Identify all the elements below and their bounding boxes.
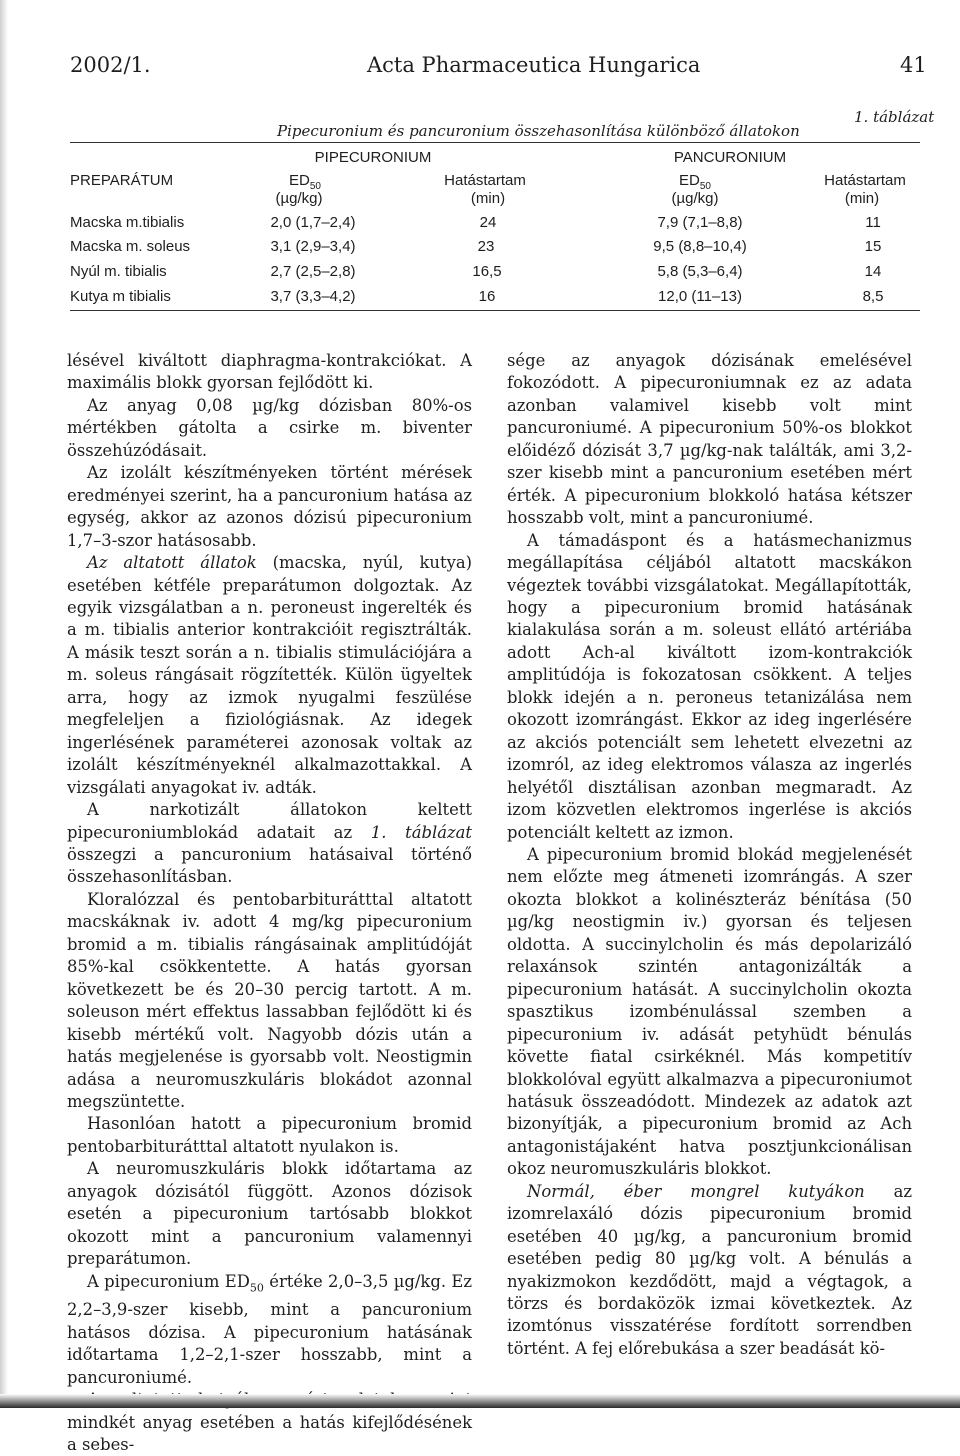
table-cell-prep: Nyúl m. tibialis — [70, 263, 167, 280]
col-header-preparatum: PREPARÁTUM — [70, 172, 174, 189]
table-cell-prep: Kutya m tibialis — [70, 288, 171, 305]
table-cell-pip-ed50: 2,0 (1,7–2,4) — [270, 214, 356, 231]
table-cell-pip-duration: 16,5 — [472, 263, 502, 280]
table-cell-prep: Macska m. soleus — [70, 238, 191, 255]
table-cell-pan-ed50: 7,9 (7,1–8,8) — [657, 214, 743, 231]
paragraph: A neuromuszkuláris blokk időtartama az anyagok dózisától függött. Azonos dózisok esetén a pipecuronium tartósabb blokkot okozott mint a pancuronium valamennyi preparátumon. — [67, 1159, 472, 1269]
table-cell-pan-duration: 15 — [864, 238, 882, 255]
journal-title: Acta Pharmaceutica Hungarica — [367, 53, 701, 77]
paragraph: mindkét anyag esetében a hatás kifejlődésének a sebes- — [67, 1412, 472, 1455]
col-unit-pan-ed50: (µg/kg) — [671, 190, 719, 207]
col-unit-pip-ed50: (µg/kg) — [275, 190, 323, 207]
col-header-pip-duration: Hatástartam — [444, 172, 526, 189]
running-header — [0, 53, 960, 83]
paragraph: Normál, éber mongrel kutyákon az izomrelaxáló dózis pipecuronium bromid esetében 40 µg/kg, a pancuronium bromid esetében pedig 80 µg/kg volt. A bénulás a nyakizmokon kezdődött, majd a végtagok, a törzs és bordaközök izmai következtek. Az izomtónus visszatérése fordított sorrendben történt. A fej előrebukása a szer beadását kö- — [507, 1181, 912, 1358]
paragraph: Hasonlóan hatott a pipecuronium bromid pentobarbiturátttal altatott nyulakon is. — [67, 1114, 472, 1156]
table-cell-pan-ed50: 12,0 (11–13) — [658, 288, 742, 305]
paragraph: lésével kiváltott diaphragma-kontrakciókat. A maximális blokk gyorsan fejlődött ki. — [67, 351, 472, 393]
table-cell-pip-ed50: 3,1 (2,9–3,4) — [270, 238, 356, 255]
paragraph: A pipecuronium $ED_{50}$ értéke 2,0–3,5 µg/kg. Ez 2,2–3,9-szer kisebb, mint a pancuronium hatásos dózisa. A pipecuronium hatásának időtartama 1,2–2,1-szer hosszabb, mint a pancuroniumé. — [67, 1271, 472, 1387]
paragraph: A pipecuronium bromid blokád megjelenését nem előzte meg átmeneti izomrángás. A szer okozta blokkot a kolinészteráz bénítása (50 µg/kg neostigmin iv.) gyorsan és teljesen oldotta. A succinylcholin és más depolarizáló relaxánsok szintén antagonizálták a pipecuronium hatását. A succinylcholin okozta spasztikus izombénulással szemben a pipecuronium iv. adását petyhüdt bénulás követte fiatal csirkéknél. Más kompetitív blokkolóval együtt alkalmazva a pipecuroniumot hatásuk összeadódott. Mindezek az adatok azt bizonyítják, a pipecuronium bromid az Ach antagonistájaként hatva posztjunkcionálisan okoz neuromuszkuláris blokkot. — [507, 844, 912, 1179]
col-header-pan-ed50: $ED_{50}$ — [679, 172, 711, 192]
table-cell-pan-duration: 11 — [865, 214, 881, 231]
col-header-pan-duration: Hatástartam — [824, 172, 906, 189]
paragraph: Az izolált készítményeken történt mérések eredményei szerint, ha a pancuronium hatása az egység, akkor az azonos dózisú pipecuronium 1,7–3-szor hatásosabb. — [67, 463, 472, 550]
table-bottom-rule — [70, 310, 920, 311]
paragraph: Kloralózzal és pentobarbiturátttal altatott macskáknak iv. adott 4 mg/kg pipecuronium bromid a m. tibialis rángásainak amplitúdóját 85%-kal csökkentette. A hatás gyorsan következett be és 20–30 percig tartott. A m. soleuson mért effektus lassabban fejlődött ki és kisebb mértékű volt. Nagyobb dózis után a hatás megjelenése is gyorsabb volt. Neostigmin adása a neuromuszkuláris blokádot azonnal megszüntette. — [67, 889, 472, 1111]
page-number: 41 — [900, 53, 927, 77]
paragraph: Az altatott állatok (macska, nyúl, kutya) esetében kétféle preparátumon dolgoztak. Az egyik vizsgálatban a n. peroneust ingerelték és a m. tibialis anterior kontrakcióit regisztrálták. A másik teszt során a n. tibialis stimulációjára a m. soleus rángásait rögzítették. Külön ügyeltek arra, hogy az izmok nyugalmi feszülése megfeleljen a fiziológiásnak. Az idegek ingerlésének paraméterei azonosak voltak az izolált készítményeknél alkalmazottakkal. A vizsgálati anyagokat iv. adták. — [67, 553, 472, 797]
paragraph: A narkotizált állatokon keltett pipecuroniumblokád adatait az 1. táblázat összegzi a pancuronium hatásaival történő összehasonlításban. — [67, 800, 472, 887]
table-cell-pan-duration: 8,5 — [862, 288, 884, 305]
table-top-rule — [70, 142, 920, 143]
table-cell-pan-ed50: 9,5 (8,8–10,4) — [653, 238, 747, 255]
paragraph: sége az anyagok dózisának emelésével fokozódott. A pipecuroniumnak ez az adata azonban valamivel kisebb volt mint pancuroniumé. A pipecuronium 50%-os blokkot előidéző dózisát 3,7 µg/kg-nak találták, ami 3,2-szer kisebb mint a pancuronium esetében mért érték. A pipecuronium blokkoló hatása kétszer hosszabb volt, mint a pancuroniumé. — [507, 351, 912, 528]
group-header-pipecuronium: PIPECURONIUM — [314, 149, 432, 166]
table-cell-pip-ed50: 3,7 (3,3–4,2) — [270, 288, 356, 305]
col-header-pip-ed50: $ED_{50}$ — [289, 172, 321, 192]
paragraph: A támadáspont és a hatásmechanizmus megállapítása céljából altatott macskákon végeztek további vizsgálatokat. Megállapították, hogy a pipecuronium bromid hatásának kialakulása során a m. soleust ellátó artériába adott Ach-al kiváltott izom-kontrakciók amplitúdója is fokozatosan csökkent. A teljes blokk idején a n. peroneus tetanizálása nem okozott izomrángást. Ekkor az ideg ingerlésére az akciós potenciált sem lehetett elvezetni az izomról, az ideg elektromos válasza az ingerlés helyétől disztálisan azonban megmaradt. Az izom közvetlen elektromos ingerlése is akciós potenciált keltett az izmon. — [507, 530, 912, 842]
body-column-right — [507, 350, 912, 1360]
table-cell-pip-duration: 16 — [478, 288, 496, 305]
table-caption: Pipecuronium és pancuronium összehasonlítása különböző állatokon — [277, 122, 800, 140]
body-column-left — [67, 350, 472, 1456]
table-cell-pip-duration: 24 — [479, 214, 497, 231]
table-label: 1. táblázat — [854, 108, 935, 126]
issue-number: 2002/1. — [70, 53, 151, 77]
col-unit-pip-duration: (min) — [470, 190, 506, 207]
scan-edge — [0, 0, 8, 1408]
table-cell-prep: Macska m.tibialis — [70, 214, 185, 231]
table-cell-pan-duration: 14 — [864, 263, 882, 280]
scan-bottom-edge — [0, 1394, 960, 1408]
group-header-pancuronium: PANCURONIUM — [673, 149, 787, 166]
table-cell-pip-duration: 23 — [477, 238, 495, 255]
paragraph: Az anyag 0,08 µg/kg dózisban 80%-os mértékben gátolta a csirke m. biventer összehúzódásait. — [67, 395, 472, 460]
table-cell-pip-ed50: 2,7 (2,5–2,8) — [270, 263, 356, 280]
table-cell-pan-ed50: 5,8 (5,3–6,4) — [657, 263, 743, 280]
col-unit-pan-duration: (min) — [844, 190, 880, 207]
